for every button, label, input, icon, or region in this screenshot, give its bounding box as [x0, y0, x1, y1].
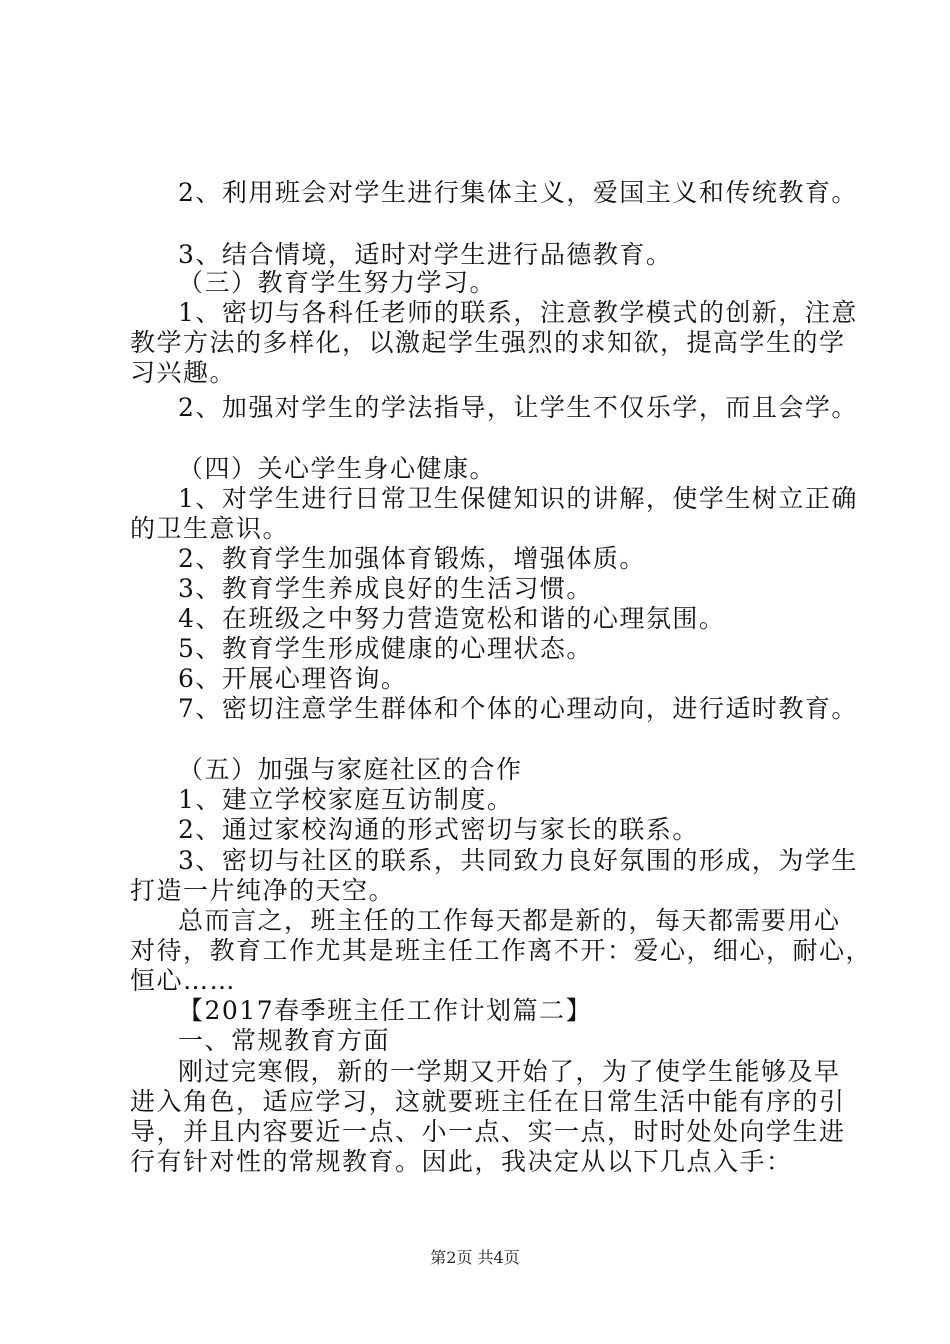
paragraph-line: 1、对学生进行日常卫生保健知识的讲解，使学生树立正确	[178, 484, 858, 513]
paragraph-line: 1、密切与各科任老师的联系，注意教学模式的创新，注意	[178, 298, 858, 327]
paragraph-line: 5、教育学生形成健康的心理状态。	[178, 634, 593, 663]
paragraph-line: 的卫生意识。	[130, 514, 290, 543]
section-heading: 一、常规教育方面	[178, 1026, 391, 1055]
paragraph-line: 2、通过家校沟通的形式密切与家长的联系。	[178, 815, 699, 844]
paragraph-line: 3、密切与社区的联系，共同致力良好氛围的形成，为学生	[178, 846, 858, 875]
paragraph-line: 刚过完寒假，新的一学期又开始了，为了使学生能够及早	[178, 1057, 841, 1086]
page-footer: 第2页 共4页	[430, 1248, 520, 1267]
paragraph-line: 进入角色，适应学习，这就要班主任在日常生活中能有序的引	[130, 1087, 846, 1116]
paragraph-line: 2、利用班会对学生进行集体主义，爱国主义和传统教育。	[178, 178, 858, 207]
paragraph-line: 3、结合情境，适时对学生进行品德教育。	[178, 240, 673, 269]
section-heading: （五）加强与家庭社区的合作	[178, 755, 523, 784]
paragraph-line: 总而言之，班主任的工作每天都是新的，每天都需要用心	[178, 906, 841, 935]
paragraph-line: 3、教育学生养成良好的生活习惯。	[178, 574, 593, 603]
paragraph-line: 1、建立学校家庭互访制度。	[178, 785, 514, 814]
paragraph-line: 对待，教育工作尤其是班主任工作离不开：爱心，细心，耐心，	[130, 936, 873, 965]
paragraph-line: 7、密切注意学生群体和个体的心理动向，进行适时教育。	[178, 694, 858, 723]
paragraph-line: 6、开展心理咨询。	[178, 664, 408, 693]
paragraph-line: 恒心……	[130, 966, 237, 995]
paragraph-line: 打造一片纯净的天空。	[130, 876, 396, 905]
paragraph-line: 行有针对性的常规教育。因此，我决定从以下几点入手：	[130, 1147, 793, 1176]
section-heading: （四）关心学生身心健康。	[178, 454, 497, 483]
paragraph-line: 2、教育学生加强体育锻炼，增强体质。	[178, 544, 646, 573]
paragraph-line: 导，并且内容要近一点、小一点、实一点，时时处处向学生进	[130, 1117, 846, 1146]
section-heading: （三）教育学生努力学习。	[178, 268, 497, 297]
paragraph-line: 习兴趣。	[130, 358, 237, 387]
paragraph-line: 4、在班级之中努力营造宽松和谐的心理氛围。	[178, 604, 726, 633]
paragraph-line: 2、加强对学生的学法指导，让学生不仅乐学，而且会学。	[178, 393, 858, 422]
paragraph-line: 教学方法的多样化，以激起学生强烈的求知欲，提高学生的学	[130, 328, 846, 357]
section-heading: 【2017春季班主任工作计划篇二】	[178, 996, 593, 1025]
